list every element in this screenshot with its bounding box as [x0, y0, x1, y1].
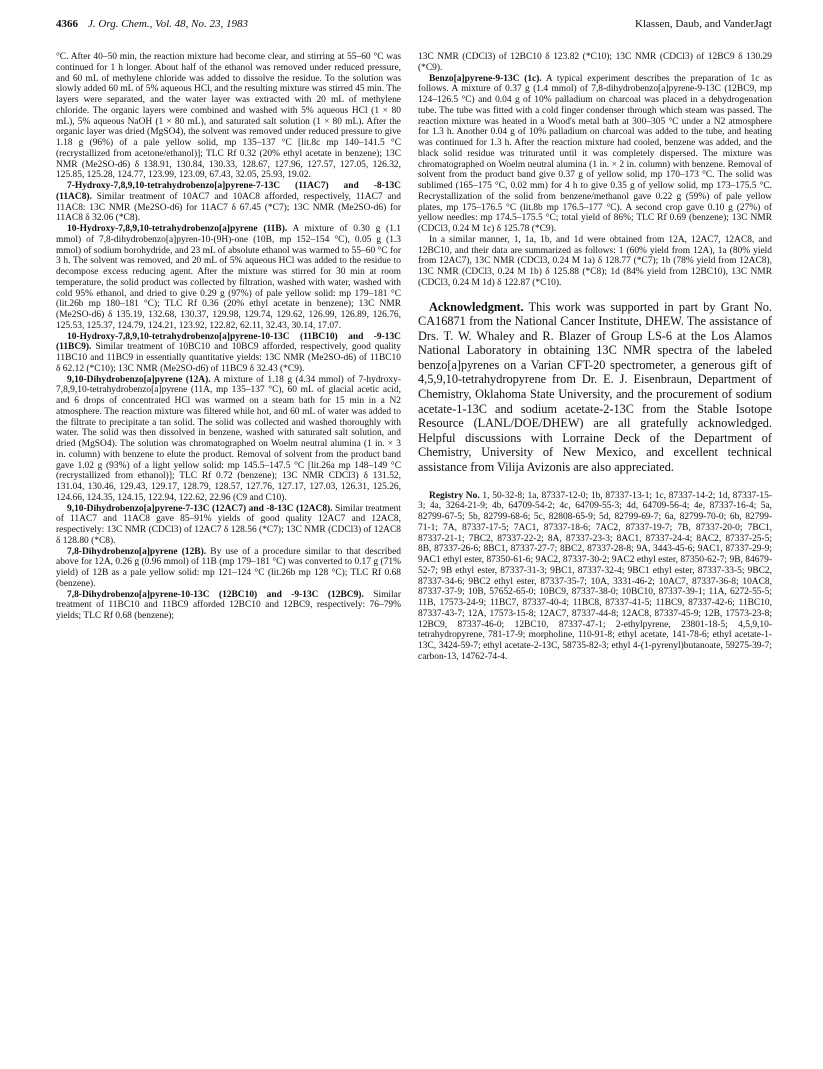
- paragraph-text: 13C NMR (CDCl3) of 12BC10 δ 123.82 (*C10); 13C NMR (CDCl3) of 12BC9 δ 130.29 (*C9).: [418, 52, 772, 73]
- paragraph-text: In a similar manner, 1, 1a, 1b, and 1d were obtained from 12A, 12AC7, 12AC8, and 12BC10, and their data are summarized as follows: 1 (60% yield from 12A), 1a (80% yield from 12AC7), 13C NMR (CDCl3, 0.24 M 1a) δ 128.77 (*C7); 1b (78% yield from 12AC8), 13C NMR (CDCl3, 0.24 M 1b) δ 125.88 (*C8); 1d (84% yield from 12BC10), 13C NMR (CDCl3, 0.24 M 1d) δ 122.87 (*C10).: [418, 234, 772, 288]
- paragraph: [418, 235, 772, 289]
- compound-heading: 9,10-Dihydrobenzo[a]pyrene (12A).: [67, 374, 211, 385]
- compound-heading: 7-Hydroxy-7,8,9,10-tetrahydrobenzo[a]pyrene-7-13C (11AC7) and -8-13C (11AC8).: [56, 181, 401, 202]
- registry-text: 1, 50-32-8; 1a, 87337-12-0; 1b, 87337-13-1; 1c, 87337-14-2; 1d, 87337-15-3; 4a, 3264-21-9; 4b, 64709-54-2; 4c, 64709-55-3; 4d, 64709-56-4; 4e, 87337-16-4; 5a, 82799-67-5; 5b, 82799-68-6; 5c, 82808-65-9; 5d, 82799-69-7; 6a, 82799-70-0; 6b, 82799-71-1; 7A, 87337-17-5; 7AC1, 87337-18-6; 7AC2, 87337-19-7; 7B, 87337-20-0; 7BC1, 87337-21-1; 7BC2, 87337-22-2; 8A, 87337-23-3; 8AC1, 87337-24-4; 8AC2, 87337-25-5; 8B, 87337-26-6; 8BC1, 87337-27-7; 8BC2, 87337-28-8; 9A, 3443-45-6; 9AC1, 87337-29-9; 9AC1 ethyl ester, 87350-61-6; 9AC2, 87337-30-2; 9AC2 ethyl ester, 87350-62-7; 9B, 84679-52-7; 9B ethyl ester, 87337-31-3; 9BC1, 87337-32-4; 9BC1 ethyl ester, 87337-33-5; 9BC2, 87337-34-6; 9BC2 ethyl ester, 87337-35-7; 10A, 3331-46-2; 10AC7, 87337-36-8; 10AC8, 87337-37-9; 10B, 57652-65-0; 10BC9, 87337-38-0; 10BC10, 87337-39-1; 11A, 6272-55-5; 11B, 17573-24-9; 11BC7, 87337-40-4; 11BC8, 87337-41-5; 11BC9, 87337-42-6; 11BC10, 87337-43-7; 12A, 17573-15-8; 12AC7, 87337-44-8; 12AC8, 87337-45-9; 12B, 17573-23-8; 12BC9, 87337-46-0; 12BC10, 87337-47-1; 2-ethylpyrene, 23801-18-5; 4,5,9,10-tetrahydropyrene, 781-17-9; morpholine, 110-91-8; ethyl acetate, 141-78-6; ethyl acetate-1-13C, 3424-59-7; ethyl acetate-2-13C, 58735-82-3; ethyl 4-(1-pyrenyl)butanoate, 59275-39-7; carbon-13, 14762-74-4.: [418, 490, 773, 662]
- paragraph: [56, 52, 401, 181]
- page-header: [56, 18, 772, 34]
- acknowledgment-heading: Acknowledgment.: [429, 299, 524, 314]
- compound-heading: 7,8-Dihydrobenzo[a]pyrene (12B).: [67, 546, 207, 557]
- paragraph: [56, 547, 401, 590]
- paragraph: [418, 74, 772, 235]
- registry-heading: Registry No.: [429, 490, 480, 501]
- journal-citation: J. Org. Chem., Vol. 48, No. 23, 1983: [88, 18, 249, 30]
- compound-heading: Benzo[a]pyrene-9-13C (1c).: [429, 73, 542, 84]
- paragraph-text: A typical experiment describes the preparation of 1c as follows. A mixture of 0.37 g (1.4 mmol) of 7,8-dihydrobenzo[a]pyrene-9-13C (12BC9, mp 124–126.5 °C) and 0.04 g of 10% palladium on charcoal was placed in a dehydrogenation tube. The tube was fitted with a cold finger condenser through which steam was passed. The reaction mixture was heated in a Wood's metal bath at 300–305 °C under a N2 atmosphere for 1.3 h. Another 0.04 g of 10% palladium on charcoal was added to the tube, and heating was continued for 1.3 h. After the reaction mixture had cooled, benzene was added, and the black solid residue was triturated until it was completely dispersed. The mixture was chromatographed on Woelm neutral alumina (1 in. × 2 in. column) with benzene. Removal of solvent from the product band give 0.37 g of yellow solid, mp 170–173 °C. The solid was sublimed (165–175 °C, 0.02 mm) for 4 h to give 0.35 g of yellow solid, mp 173–175.5 °C. Recrystallization of the solid from benzene/methanol gave 0.22 g (59%) of pale yellow plates, mp 175–176.5 °C (lit.8b mp 176.5–177 °C). A second crop gave 0.10 g (27%) of yellow needles: mp 174.5–175.5 °C; total yield of 86%; TLC Rf 0.69 (benzene); 13C NMR (CDCl3, 0.24 M 1c) δ 125.78 (*C9).: [418, 73, 772, 234]
- paragraph-text: Similar treatment of 10AC7 and 10AC8 afforded, respectively, 11AC7 and 11AC8: 13C NMR (Me2SO-d6) for 11AC7 δ 67.45 (*C7); 13C NMR (Me2SO-d6) for 11AC8 δ 32.06 (*C8).: [56, 191, 401, 224]
- left-column: [56, 52, 401, 622]
- compound-heading: 10-Hydroxy-7,8,9,10-tetrahydrobenzo[a]pyrene-10-13C (11BC10) and -9-13C (11BC9).: [56, 331, 401, 353]
- paragraph: [56, 224, 401, 332]
- paragraph: [56, 504, 401, 547]
- paragraph: [56, 590, 401, 622]
- compound-heading: 7,8-Dihydrobenzo[a]pyrene-10-13C (12BC10) and -9-13C (12BC9).: [67, 589, 364, 600]
- paragraph: [56, 332, 401, 375]
- paragraph-text: Similar treatment of 11AC7 and 11AC8 gave 85–91% yields of good quality 12AC7 and 12AC8, respectively: 13C NMR (CDCl3) of 12AC7 δ 128.56 (*C7); 13C NMR (CDCl3) of 12AC8 δ 128.80 (*C8).: [56, 503, 401, 546]
- paragraph-text: Similar treatment of 10BC10 and 10BC9 afforded, respectively, good quality 11BC10 and 11BC9 in essentially quantitative yields: 13C NMR (Me2SO-d6) of 11BC10 δ 62.12 (*C10); 13C NMR (Me2SO-d6) of 11BC9 δ 32.43 (*C9).: [56, 342, 401, 374]
- paragraph: [56, 181, 401, 224]
- paragraph-text: °C. After 40–50 min, the reaction mixture had become clear, and stirring at 55–60 °C was continued for 1 h longer. About half of the ethanol was removed under reduced pressure, and 60 mL of methylene chloride was added to dissolve the residue. To the solution was slowly added 60 mL of 5% aqueous HCl, and the resulting mixture was stirred 45 min. The layers were separated, and the water layer was extracted with 20 mL of methylene chloride. The organic layers were combined and washed with 5% aqueous HCl (1 × 80 mL), 5% aqueous NaOH (1 × 80 mL), and saturated salt solution (1 × 80 mL). After the organic layer was dried (MgSO4), the solvent was removed under reduced pressure to give 1.18 g (96%) of a pale yellow solid, mp 135–137 °C [lit.8c mp 140–141.5 °C (recrystallized from acetone/ethanol)]; TLC Rf 0.32 (20% ethyl acetate in benzene); 13C NMR (Me2SO-d6) δ 138.91, 130.84, 130.33, 128.67, 127.96, 127.57, 127.05, 126.32, 125.85, 125.28, 124.77, 123.99, 123.09, 67.43, 32.05, 25.93, 19.02.: [56, 52, 401, 181]
- paragraph-text: By use of a procedure similar to that described above for 12A, 0.26 g (0.96 mmol) of 11B (mp 179–181 °C) was converted to 0.17 g (71% yield) of 12B as a pale yellow solid: mp 121–124 °C (lit.26b mp 128 °C); TLC Rf 0.68 (benzene).: [56, 546, 401, 589]
- paragraph-text: A mixture of 0.30 g (1.1 mmol) of 7,8-dihydrobenzo[a]pyren-10-(9H)-one (10B, mp 152–154 °C), 0.05 g (1.3 mmol) of sodium borohydride, and 23 mL of absolute ethanol was warmed to 55–60 °C for 3 h. The solvent was removed, and 20 mL of 5% aqueous HCl was added to the residue to decompose excess reducing agent. After the mixture was stirred for 30 min at room temperature, the solid product was collected by filtration, washed with water, washed with cold 95% ethanol, and dried to give 0.29 g (97%) of pale yellow solid: mp 179–181 °C (lit.26b mp 180–181 °C); TLC Rf 0.36 (20% ethyl acetate in benzene); 13C NMR (Me2SO-d6) δ 135.19, 132.68, 130.37, 129.98, 129.74, 129.62, 126.99, 126.89, 126.76, 125.53, 125.37, 124.79, 124.21, 123.92, 122.82, 62.11, 32.43, 30.14, 17.07.: [56, 224, 401, 331]
- registry-numbers: [418, 491, 772, 663]
- acknowledgment-text: This work was supported in part by Grant No. CA16871 from the National Cancer Institute, DHEW. The assistance of Drs. T. W. Whaley and R. Blazer of Group LS-6 at the Los Alamos National Laboratory in obtaining 13C NMR spectra of the labeled benzo[a]pyrenes on a Varian CFT-20 spectrometer, a generous gift of 4,5,9,10-tetrahydropyrene from Dr. E. J. Eisenbraun, Department of Chemistry, Oklahoma State University, and the procurement of sodium acetate-1-13C and sodium acetate-2-13C from the Stable Isotope Resource (LANL/DOE/DHEW) are all gratefully acknowledged. Helpful discussions with Lorraine Deck of the Department of Chemistry, University of New Mexico, and excellent technical assistance from Vilija Avizonis are also appreciated.: [418, 299, 772, 475]
- paragraph: [418, 52, 772, 74]
- compound-heading: 9,10-Dihydrobenzo[a]pyrene-7-13C (12AC7) and -8-13C (12AC8).: [67, 503, 333, 514]
- paragraph-text: Similar treatment of 11BC10 and 11BC9 afforded 12BC10 and 12BC9, respectively: 76–79% yields; TLC Rf 0.68 (benzene);: [56, 589, 401, 621]
- paragraph: [56, 375, 401, 504]
- page-number: 4366: [56, 18, 78, 30]
- paragraph-text: A mixture of 1.18 g (4.34 mmol) of 7-hydroxy-7,8,9,10-tetrahydrobenzo[a]pyrene (11A, mp 135–137 °C), 60 mL of glacial acetic acid, and 6 drops of concentrated HCl was warmed on a steam bath for 15 min in a N2 atmosphere. The reaction mixture was filtered while hot, and 60 mL of water was added to the filtrate to precipitate a tan solid. The solid was collected and washed thoroughly with water. The solid was then dissolved in benzene, washed with saturated salt solution, and dried (MgSO4). The solution was chromatographed on Woelm neutral alumina (1 in. × 3 in. column) with benzene to elute the product. Removal of solvent from the product band gave 1.02 g (93%) of a light yellow solid: mp 145.5–147.5 °C [lit.26a mp 148–149 °C (recrystallized from ethanol)]; TLC Rf 0.72 (benzene); 13C NMR CDCl3) δ 131.52, 131.04, 130.46, 129.43, 129.17, 128.79, 128.57, 127.76, 127.17, 127.03, 126.31, 125.26, 124.66, 124.35, 124.15, 122.94, 122.62, 22.96 (C9 and C10).: [56, 374, 401, 503]
- acknowledgment: [418, 300, 772, 475]
- right-column: [418, 52, 772, 663]
- compound-heading: 10-Hydroxy-7,8,9,10-tetrahydrobenzo[a]pyrene (11B).: [67, 224, 288, 234]
- running-authors: Klassen, Daub, and VanderJagt: [635, 18, 772, 30]
